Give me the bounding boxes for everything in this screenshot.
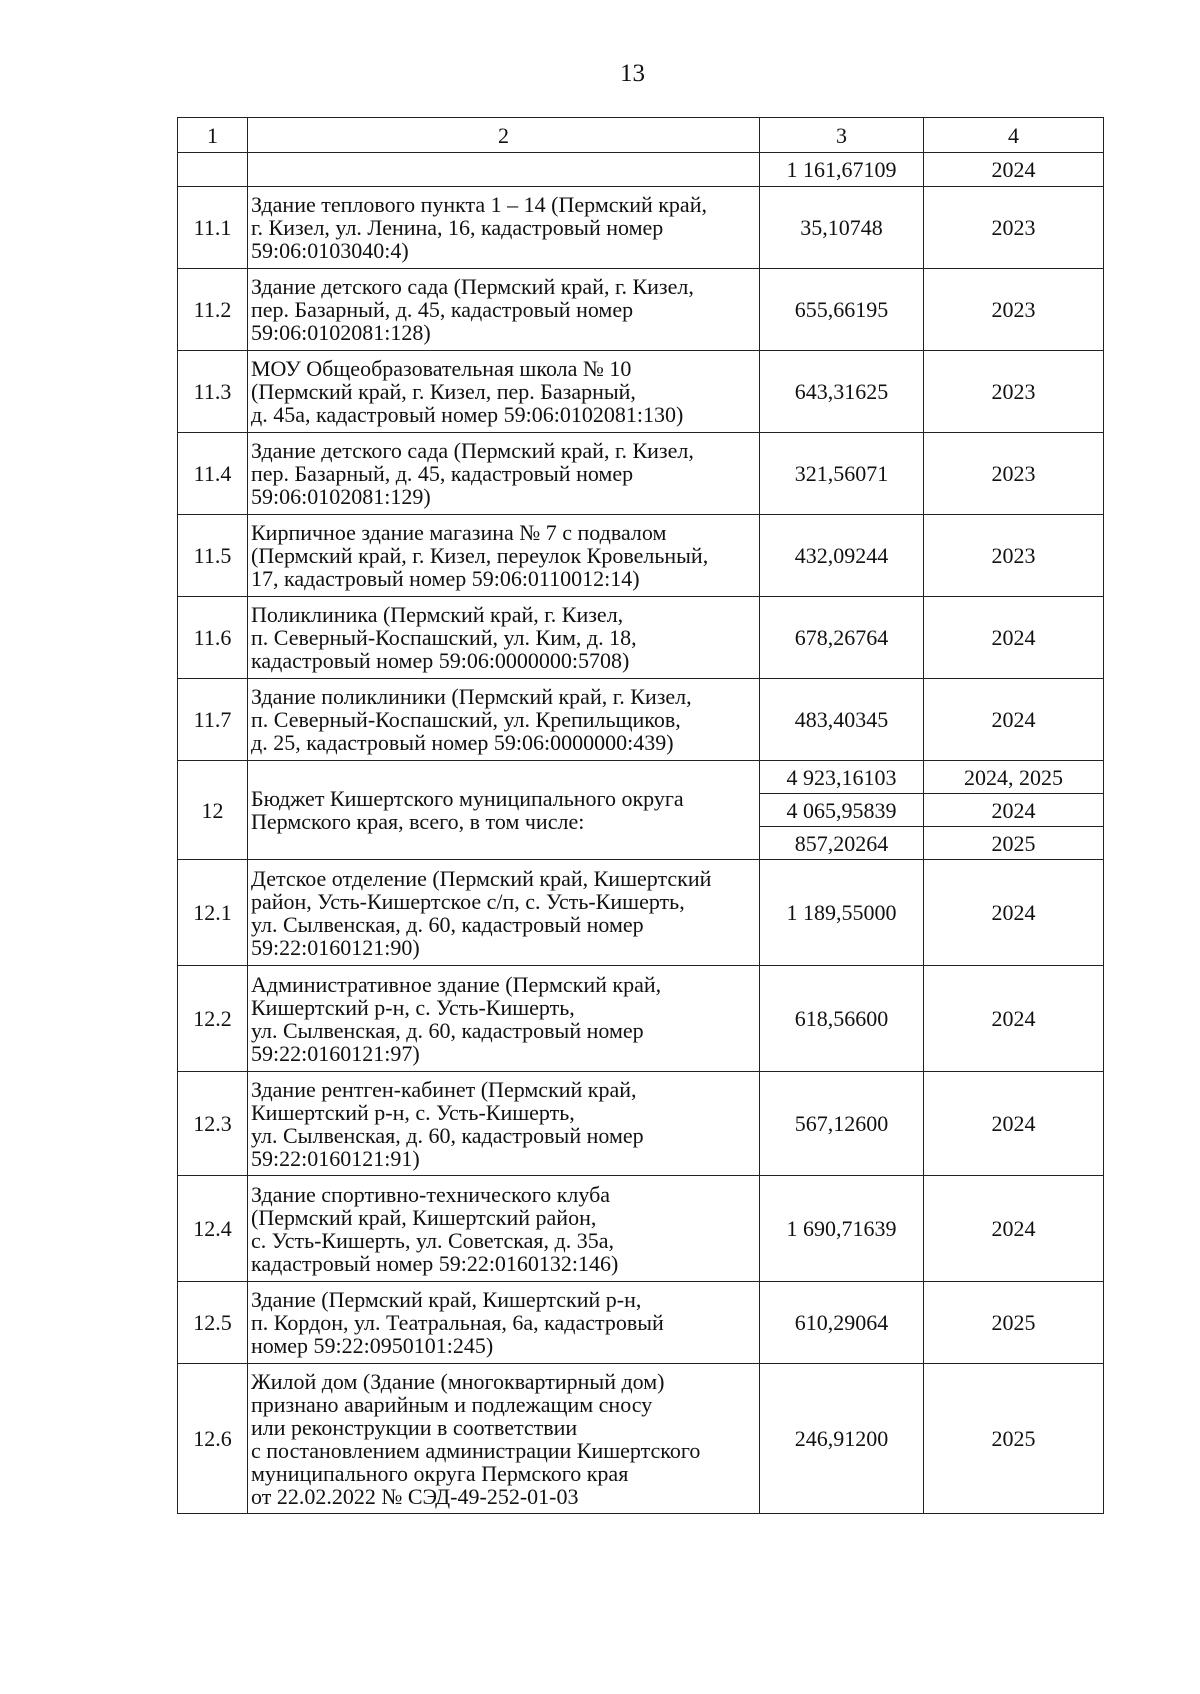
table-row [178, 515, 1104, 597]
description-line: г. Кизел, ул. Ленина, 16, кадастровый номер [251, 215, 664, 240]
table-row [178, 187, 1104, 269]
page-number: 13 [620, 60, 645, 87]
description-line: п. Северный-Коспашский, ул. Ким, д. 18, [251, 625, 637, 650]
table-row [178, 1282, 1104, 1364]
year-cell: 2023 [924, 187, 1104, 269]
description-line: ул. Сылвенская, д. 60, кадастровый номер [251, 1122, 644, 1148]
description-line: Кишертский р-н, с. Усть-Кишерть, [251, 994, 575, 1020]
year-cell: 2024 [924, 1176, 1104, 1282]
description-line: 59:22:0160121:97) [251, 1040, 420, 1066]
year-cell: 2023 [924, 351, 1104, 433]
year-cell: 2024 [924, 794, 1104, 827]
description-line: Административное здание (Пермский край, [251, 971, 662, 997]
description-line: 17, кадастровый номер 59:06:0110012:14) [251, 566, 640, 591]
description-cell [248, 761, 760, 860]
year-cell: 2025 [924, 1364, 1104, 1514]
amount-cell: 678,26764 [760, 597, 924, 679]
description-line: 59:06:0102081:129) [251, 484, 431, 509]
description-cell [248, 351, 760, 433]
description-line: или реконструкции в соответствии [251, 1414, 578, 1440]
item-number-cell [178, 153, 248, 187]
description-line: (Пермский край, Кишертский район, [251, 1204, 597, 1230]
description-line: 59:22:0160121:91) [251, 1145, 420, 1171]
description-line: номер 59:22:0950101:245) [251, 1333, 494, 1358]
description-line: (Пермский край, г. Кизел, пер. Базарный, [251, 379, 636, 404]
amount-cell: 1 161,67109 [760, 153, 924, 187]
description-line: МОУ Общеобразовательная школа № 10 [251, 356, 632, 381]
description-line: муниципального округа Пермского края [251, 1460, 629, 1486]
description-cell [248, 1072, 760, 1176]
item-number-cell: 12.2 [178, 966, 248, 1072]
description-line: п. Кордон, ул. Театральная, 6а, кадастровый [251, 1310, 664, 1335]
description-cell [248, 966, 760, 1072]
description-line: Здание поликлиники (Пермский край, г. Кизел, [251, 684, 692, 709]
description-cell [248, 597, 760, 679]
table-row [178, 597, 1104, 679]
description-cell [248, 433, 760, 515]
description-cell [248, 1364, 760, 1514]
table-row [178, 1072, 1104, 1176]
year-cell: 2024 [924, 597, 1104, 679]
amount-cell: 655,66195 [760, 269, 924, 351]
year-cell: 2024, 2025 [924, 761, 1104, 794]
description-line: 59:06:0103040:4) [251, 238, 409, 263]
amount-cell: 567,12600 [760, 1072, 924, 1176]
amount-cell: 618,56600 [760, 966, 924, 1072]
budget-table [177, 117, 1104, 1514]
item-number-cell: 12.1 [178, 860, 248, 966]
amount-cell: 1 189,55000 [760, 860, 924, 966]
description-line: Здание рентген-кабинет (Пермский край, [251, 1076, 637, 1102]
description-line: пер. Базарный, д. 45, кадастровый номер [251, 461, 634, 486]
description-line: кадастровый номер 59:06:0000000:5708) [251, 648, 630, 673]
description-line: 59:22:0160121:90) [251, 934, 420, 960]
table-row [178, 433, 1104, 515]
amount-cell: 857,20264 [760, 827, 924, 860]
table-row [178, 761, 1104, 794]
item-number-cell: 12.4 [178, 1176, 248, 1282]
table-row [178, 860, 1104, 966]
description-cell [248, 187, 760, 269]
description-line: (Пермский край, г. Кизел, переулок Кровельный, [251, 543, 709, 568]
year-cell: 2025 [924, 1282, 1104, 1364]
amount-cell: 643,31625 [760, 351, 924, 433]
amount-cell: 4 065,95839 [760, 794, 924, 827]
description-cell [248, 1282, 760, 1364]
description-line: п. Северный-Коспашский, ул. Крепильщиков, [251, 707, 681, 732]
column-header-4: 4 [924, 118, 1104, 153]
description-line: Детское отделение (Пермский край, Кишертский [251, 865, 712, 891]
year-cell: 2025 [924, 827, 1104, 860]
description-line: Кирпичное здание магазина № 7 с подвалом [251, 520, 667, 545]
amount-cell: 1 690,71639 [760, 1176, 924, 1282]
description-line: Пермского края, всего, в том числе: [251, 809, 585, 834]
year-cell: 2023 [924, 515, 1104, 597]
description-line: ул. Сылвенская, д. 60, кадастровый номер [251, 911, 644, 937]
description-line: д. 45а, кадастровый номер 59:06:0102081:130) [251, 402, 684, 427]
year-cell: 2024 [924, 1072, 1104, 1176]
description-line: с постановлением администрации Кишертского [251, 1437, 701, 1463]
table-row [178, 351, 1104, 433]
description-line: Здание детского сада (Пермский край, г. Кизел, [251, 274, 694, 299]
item-number-cell: 11.2 [178, 269, 248, 351]
table-row [178, 1176, 1104, 1282]
header-row [178, 118, 1104, 153]
description-cell [248, 515, 760, 597]
table-row [178, 1364, 1104, 1514]
description-cell [248, 269, 760, 351]
item-number-cell: 11.3 [178, 351, 248, 433]
description-cell [248, 1176, 760, 1282]
description-line: ул. Сылвенская, д. 60, кадастровый номер [251, 1017, 644, 1043]
table-row [178, 153, 1104, 187]
item-number-cell: 12.6 [178, 1364, 248, 1514]
item-number-cell: 12.3 [178, 1072, 248, 1176]
description-line: Бюджет Кишертского муниципального округа [251, 786, 684, 811]
column-header-3: 3 [760, 118, 924, 153]
description-line: Кишертский р-н, с. Усть-Кишерть, [251, 1099, 575, 1125]
description-line: от 22.02.2022 № СЭД-49-252-01-03 [251, 1483, 579, 1509]
year-cell: 2024 [924, 966, 1104, 1072]
description-line: Здание спортивно-технического клуба [251, 1181, 611, 1207]
amount-cell: 4 923,16103 [760, 761, 924, 794]
amount-cell: 35,10748 [760, 187, 924, 269]
item-number-cell: 12.5 [178, 1282, 248, 1364]
description-line: Жилой дом (Здание (многоквартирный дом) [251, 1368, 665, 1394]
year-cell: 2023 [924, 269, 1104, 351]
item-number-cell: 11.6 [178, 597, 248, 679]
amount-cell: 246,91200 [760, 1364, 924, 1514]
description-line: Здание теплового пункта 1 – 14 (Пермский край, [251, 192, 707, 217]
description-line: 59:06:0102081:128) [251, 320, 431, 345]
description-line: кадастровый номер 59:22:0160132:146) [251, 1250, 619, 1276]
description-line: Поликлиника (Пермский край, г. Кизел, [251, 602, 624, 627]
table-row [178, 679, 1104, 761]
year-cell: 2023 [924, 433, 1104, 515]
item-number-cell: 11.5 [178, 515, 248, 597]
item-number-cell: 11.4 [178, 433, 248, 515]
column-header-1: 1 [178, 118, 248, 153]
description-cell [248, 679, 760, 761]
amount-cell: 610,29064 [760, 1282, 924, 1364]
year-cell: 2024 [924, 153, 1104, 187]
description-cell [248, 860, 760, 966]
description-line: пер. Базарный, д. 45, кадастровый номер [251, 297, 634, 322]
description-line: признано аварийным и подлежащим сносу [251, 1391, 653, 1417]
table-body [178, 118, 1104, 1514]
column-header-2: 2 [248, 118, 760, 153]
description-line: д. 25, кадастровый номер 59:06:0000000:439) [251, 730, 674, 755]
year-cell: 2024 [924, 860, 1104, 966]
description-line: с. Усть-Кишерть, ул. Советская, д. 35а, [251, 1227, 614, 1253]
description-cell [248, 153, 760, 187]
amount-cell: 483,40345 [760, 679, 924, 761]
item-number-cell: 11.7 [178, 679, 248, 761]
description-line: Здание (Пермский край, Кишертский р-н, [251, 1287, 642, 1312]
item-number-cell: 12 [178, 761, 248, 860]
description-line: район, Усть-Кишертское с/п, с. Усть-Кишерть, [251, 888, 685, 914]
year-cell: 2024 [924, 679, 1104, 761]
table-row [178, 269, 1104, 351]
amount-cell: 432,09244 [760, 515, 924, 597]
item-number-cell: 11.1 [178, 187, 248, 269]
description-line: Здание детского сада (Пермский край, г. Кизел, [251, 438, 694, 463]
table-row [178, 966, 1104, 1072]
amount-cell: 321,56071 [760, 433, 924, 515]
